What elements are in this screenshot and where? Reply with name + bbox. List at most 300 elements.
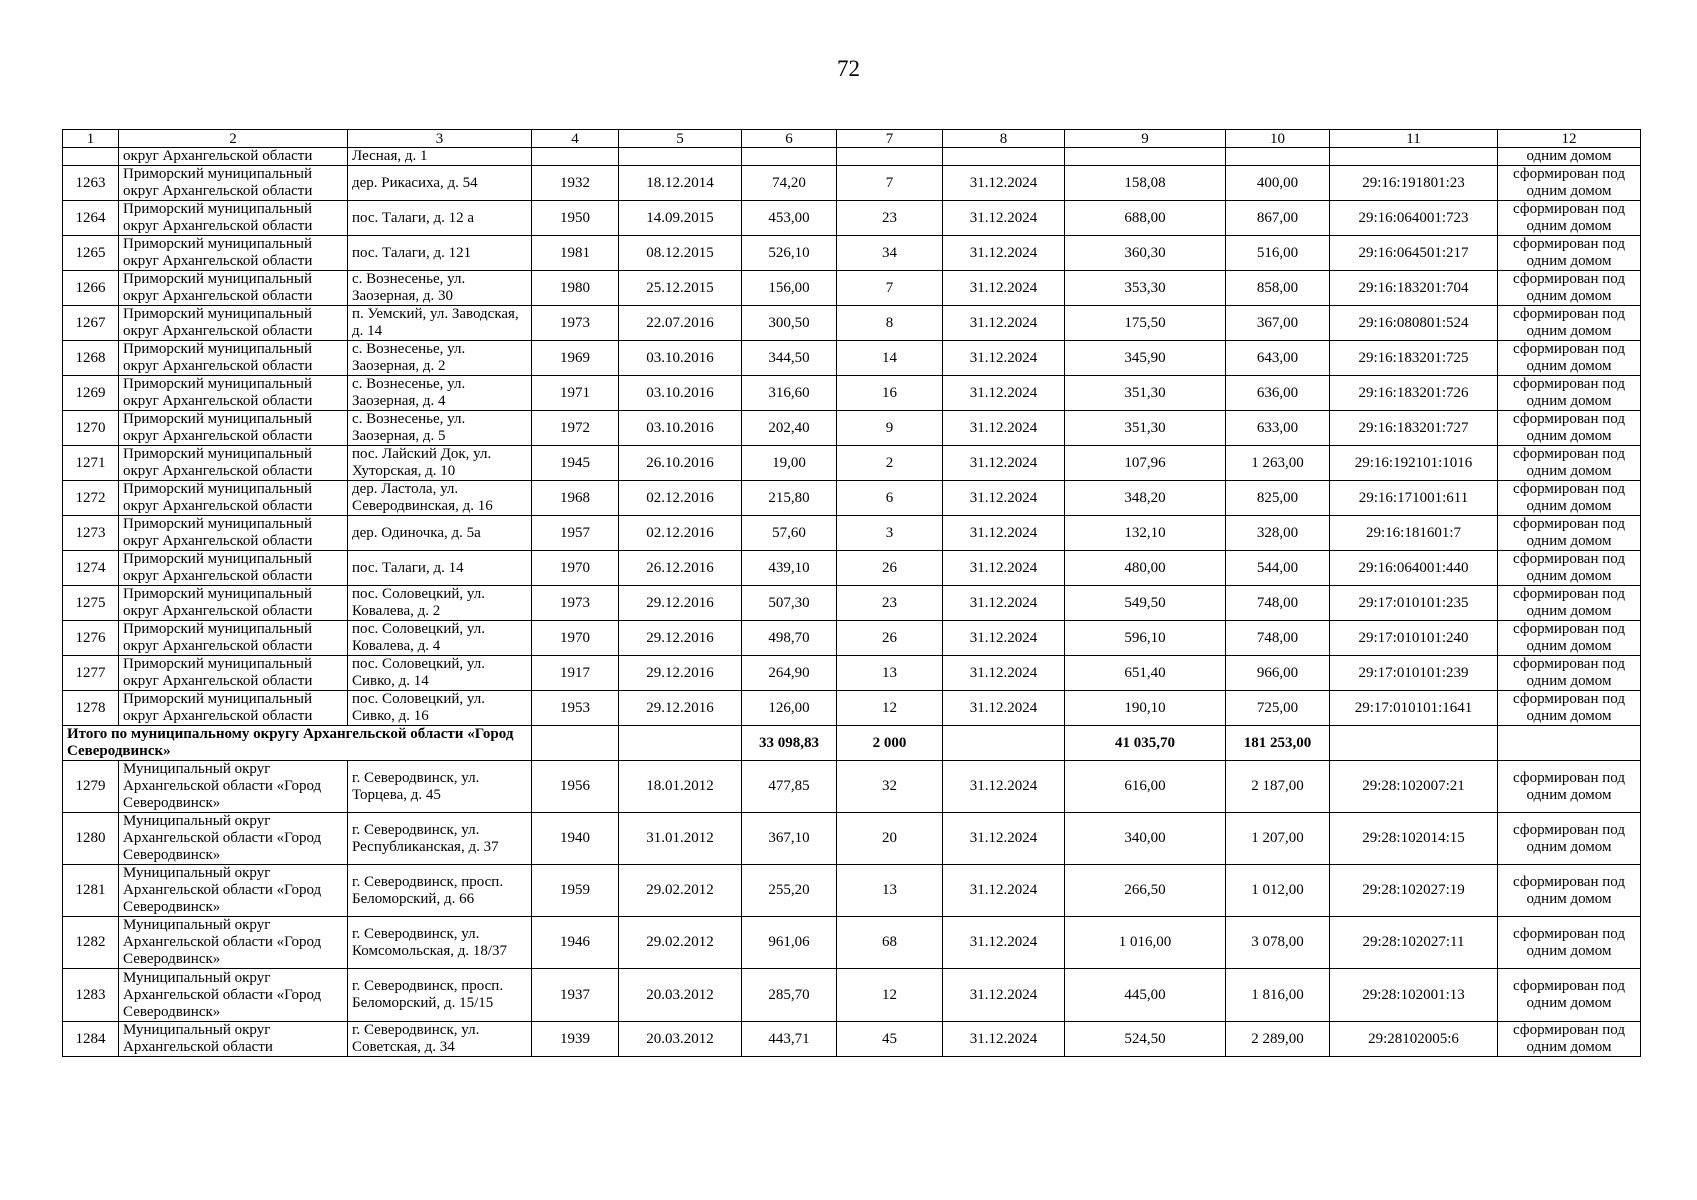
cell-municipality: Приморский муниципальный округ Архангельской области: [119, 551, 348, 586]
cell-plot-area: 825,00: [1226, 481, 1330, 516]
cell-deadline: 31.12.2024: [943, 341, 1065, 376]
housing-registry-table: [62, 129, 1641, 1057]
cell-address: г. Северодвинск, просп. Беломорский, д. 66: [348, 865, 532, 917]
cell-area: 526,10: [742, 236, 837, 271]
cell-number: 1281: [63, 865, 119, 917]
cell-date: 29.12.2016: [619, 656, 742, 691]
cell-cadastral: 29:16:171001:611: [1330, 481, 1498, 516]
cell-municipality: округ Архангельской области: [119, 148, 348, 166]
cell-empty: [1226, 148, 1330, 166]
cell-empty: [837, 148, 943, 166]
cell-municipality: Приморский муниципальный округ Архангельской области: [119, 621, 348, 656]
cell-plot-area: 867,00: [1226, 201, 1330, 236]
cell-note: сформирован под одним домом: [1498, 481, 1641, 516]
cell-address: с. Вознесенье, ул. Заозерная, д. 5: [348, 411, 532, 446]
cell-municipality: Приморский муниципальный округ Архангельской области: [119, 306, 348, 341]
cell-number: 1269: [63, 376, 119, 411]
cell-address: г. Северодвинск, ул. Торцева, д. 45: [348, 761, 532, 813]
column-number: 2: [119, 130, 348, 148]
cell-number: 1275: [63, 586, 119, 621]
cell-residents: 23: [837, 586, 943, 621]
cell-deadline: 31.12.2024: [943, 969, 1065, 1022]
cell-residents: 14: [837, 341, 943, 376]
cell-number: 1265: [63, 236, 119, 271]
cell-area: 202,40: [742, 411, 837, 446]
cell-residents: 2: [837, 446, 943, 481]
column-number: 10: [1226, 130, 1330, 148]
column-number: 7: [837, 130, 943, 148]
cell-date: 03.10.2016: [619, 341, 742, 376]
cell-empty: [742, 148, 837, 166]
cell-area: 57,60: [742, 516, 837, 551]
cell-municipality: Муниципальный округ Архангельской области «Город Северодвинск»: [119, 813, 348, 865]
cell-address: пос. Лайский Док, ул. Хуторская, д. 10: [348, 446, 532, 481]
cell-deadline: 31.12.2024: [943, 1022, 1065, 1057]
cell-land-area: 132,10: [1065, 516, 1226, 551]
cell-land-area: 616,00: [1065, 761, 1226, 813]
cell-year: 1945: [532, 446, 619, 481]
table-row: [63, 411, 1641, 446]
cell-cadastral: 29:16:181601:7: [1330, 516, 1498, 551]
cell-empty: [532, 148, 619, 166]
cell-number: 1280: [63, 813, 119, 865]
cell-deadline: 31.12.2024: [943, 691, 1065, 726]
cell-note: сформирован под одним домом: [1498, 813, 1641, 865]
cell-plot-area: 748,00: [1226, 586, 1330, 621]
cell-area: 367,10: [742, 813, 837, 865]
column-number-row: [63, 130, 1641, 148]
table-row: [63, 865, 1641, 917]
cell-empty: [532, 726, 619, 761]
column-number: 8: [943, 130, 1065, 148]
cell-municipality: Приморский муниципальный округ Архангельской области: [119, 481, 348, 516]
cell-municipality: Приморский муниципальный округ Архангельской области: [119, 236, 348, 271]
cell-year: 1970: [532, 621, 619, 656]
cell-land-area: 1 016,00: [1065, 917, 1226, 969]
cell-year: 1932: [532, 166, 619, 201]
cell-date: 14.09.2015: [619, 201, 742, 236]
cell-address: дер. Одиночка, д. 5а: [348, 516, 532, 551]
total-land-area: 41 035,70: [1065, 726, 1226, 761]
cell-area: 344,50: [742, 341, 837, 376]
cell-plot-area: 966,00: [1226, 656, 1330, 691]
cell-number: 1271: [63, 446, 119, 481]
cell-note: сформирован под одним домом: [1498, 917, 1641, 969]
table-row: [63, 621, 1641, 656]
cell-date: 20.03.2012: [619, 969, 742, 1022]
cell-deadline: 31.12.2024: [943, 271, 1065, 306]
cell-year: 1972: [532, 411, 619, 446]
cell-cadastral: 29:17:010101:1641: [1330, 691, 1498, 726]
cell-address: пос. Соловецкий, ул. Сивко, д. 14: [348, 656, 532, 691]
column-number: 11: [1330, 130, 1498, 148]
cell-address: с. Вознесенье, ул. Заозерная, д. 2: [348, 341, 532, 376]
cell-residents: 45: [837, 1022, 943, 1057]
cell-address: пос. Соловецкий, ул. Ковалева, д. 4: [348, 621, 532, 656]
cell-year: 1969: [532, 341, 619, 376]
cell-year: 1917: [532, 656, 619, 691]
cell-cadastral: 29:28:102007:21: [1330, 761, 1498, 813]
cell-note: сформирован под одним домом: [1498, 656, 1641, 691]
cell-note: сформирован под одним домом: [1498, 201, 1641, 236]
cell-deadline: 31.12.2024: [943, 166, 1065, 201]
cell-year: 1956: [532, 761, 619, 813]
table-row: [63, 691, 1641, 726]
cell-deadline: 31.12.2024: [943, 411, 1065, 446]
cell-area: 215,80: [742, 481, 837, 516]
cell-plot-area: 3 078,00: [1226, 917, 1330, 969]
cell-note: сформирован под одним домом: [1498, 586, 1641, 621]
total-label: Итого по муниципальному округу Архангельской области «Город Северодвинск»: [63, 726, 532, 761]
cell-cadastral: 29:28:102027:19: [1330, 865, 1498, 917]
cell-cadastral: 29:16:064001:440: [1330, 551, 1498, 586]
cell-date: 29.12.2016: [619, 621, 742, 656]
cell-municipality: Приморский муниципальный округ Архангельской области: [119, 691, 348, 726]
table-row: [63, 376, 1641, 411]
cell-area: 961,06: [742, 917, 837, 969]
cell-year: 1953: [532, 691, 619, 726]
cell-note: сформирован под одним домом: [1498, 865, 1641, 917]
cell-residents: 13: [837, 865, 943, 917]
cell-note: сформирован под одним домом: [1498, 271, 1641, 306]
cell-empty: [943, 148, 1065, 166]
cell-year: 1980: [532, 271, 619, 306]
cell-note: сформирован под одним домом: [1498, 1022, 1641, 1057]
cell-date: 31.01.2012: [619, 813, 742, 865]
cell-address: пос. Соловецкий, ул. Сивко, д. 16: [348, 691, 532, 726]
cell-number: 1278: [63, 691, 119, 726]
cell-plot-area: 2 289,00: [1226, 1022, 1330, 1057]
table-row: [63, 446, 1641, 481]
cell-plot-area: 367,00: [1226, 306, 1330, 341]
column-number: 3: [348, 130, 532, 148]
cell-land-area: 353,30: [1065, 271, 1226, 306]
cell-address: с. Вознесенье, ул. Заозерная, д. 30: [348, 271, 532, 306]
cell-empty: [619, 148, 742, 166]
cell-deadline: 31.12.2024: [943, 376, 1065, 411]
column-number: 12: [1498, 130, 1641, 148]
cell-deadline: 31.12.2024: [943, 481, 1065, 516]
cell-address: дер. Рикасиха, д. 54: [348, 166, 532, 201]
cell-year: 1940: [532, 813, 619, 865]
table-row: [63, 761, 1641, 813]
cell-area: 507,30: [742, 586, 837, 621]
cell-residents: 8: [837, 306, 943, 341]
cell-year: 1968: [532, 481, 619, 516]
cell-plot-area: 1 263,00: [1226, 446, 1330, 481]
cell-year: 1973: [532, 306, 619, 341]
cell-municipality: Муниципальный округ Архангельской области «Город Северодвинск»: [119, 761, 348, 813]
cell-deadline: 31.12.2024: [943, 306, 1065, 341]
table-row: [63, 341, 1641, 376]
cell-number: 1273: [63, 516, 119, 551]
cell-municipality: Приморский муниципальный округ Архангельской области: [119, 411, 348, 446]
cell-date: 02.12.2016: [619, 481, 742, 516]
cell-empty: [1065, 148, 1226, 166]
cell-number: 1282: [63, 917, 119, 969]
cell-address: г. Северодвинск, просп. Беломорский, д. 15/15: [348, 969, 532, 1022]
cell-note: сформирован под одним домом: [1498, 166, 1641, 201]
cell-note: одним домом: [1498, 148, 1641, 166]
cell-residents: 16: [837, 376, 943, 411]
cell-cadastral: 29:16:183201:727: [1330, 411, 1498, 446]
table-row: [63, 306, 1641, 341]
cell-plot-area: 858,00: [1226, 271, 1330, 306]
cell-municipality: Муниципальный округ Архангельской области «Город Северодвинск»: [119, 917, 348, 969]
cell-plot-area: 633,00: [1226, 411, 1330, 446]
cell-deadline: 31.12.2024: [943, 917, 1065, 969]
table-row: [63, 551, 1641, 586]
cell-plot-area: 643,00: [1226, 341, 1330, 376]
cell-land-area: 688,00: [1065, 201, 1226, 236]
cell-residents: 7: [837, 166, 943, 201]
cell-note: сформирован под одним домом: [1498, 516, 1641, 551]
cell-deadline: 31.12.2024: [943, 516, 1065, 551]
table-row: [63, 201, 1641, 236]
total-row: [63, 726, 1641, 761]
cell-number: 1266: [63, 271, 119, 306]
cell-municipality: Приморский муниципальный округ Архангельской области: [119, 166, 348, 201]
cell-area: 316,60: [742, 376, 837, 411]
cell-residents: 68: [837, 917, 943, 969]
cell-area: 74,20: [742, 166, 837, 201]
cell-deadline: 31.12.2024: [943, 621, 1065, 656]
cell-address: г. Северодвинск, ул. Комсомольская, д. 18/37: [348, 917, 532, 969]
cell-empty: [1498, 726, 1641, 761]
cell-address: пос. Талаги, д. 14: [348, 551, 532, 586]
cell-deadline: 31.12.2024: [943, 586, 1065, 621]
cell-date: 26.10.2016: [619, 446, 742, 481]
cell-date: 03.10.2016: [619, 411, 742, 446]
cell-date: 02.12.2016: [619, 516, 742, 551]
page-number: 72: [837, 56, 860, 81]
cell-number: 1276: [63, 621, 119, 656]
cell-note: сформирован под одним домом: [1498, 411, 1641, 446]
cell-municipality: Муниципальный округ Архангельской области «Город Северодвинск»: [119, 865, 348, 917]
cell-plot-area: 516,00: [1226, 236, 1330, 271]
cell-year: 1971: [532, 376, 619, 411]
cell-year: 1959: [532, 865, 619, 917]
cell-plot-area: 1 207,00: [1226, 813, 1330, 865]
cell-residents: 20: [837, 813, 943, 865]
cell-cadastral: 29:16:080801:524: [1330, 306, 1498, 341]
column-number: 9: [1065, 130, 1226, 148]
cell-land-area: 596,10: [1065, 621, 1226, 656]
cell-empty: [1330, 726, 1498, 761]
cell-deadline: 31.12.2024: [943, 656, 1065, 691]
cell-number: 1283: [63, 969, 119, 1022]
cell-number: 1263: [63, 166, 119, 201]
cell-land-area: 549,50: [1065, 586, 1226, 621]
total-area: 33 098,83: [742, 726, 837, 761]
cell-note: сформирован под одним домом: [1498, 691, 1641, 726]
cell-land-area: 340,00: [1065, 813, 1226, 865]
cell-deadline: 31.12.2024: [943, 865, 1065, 917]
cell-cadastral: 29:16:183201:725: [1330, 341, 1498, 376]
cell-deadline: 31.12.2024: [943, 551, 1065, 586]
cell-cadastral: 29:17:010101:240: [1330, 621, 1498, 656]
cell-municipality: Приморский муниципальный округ Архангельской области: [119, 516, 348, 551]
cell-residents: 6: [837, 481, 943, 516]
cell-note: сформирован под одним домом: [1498, 306, 1641, 341]
cell-empty: [1330, 148, 1498, 166]
cell-area: 477,85: [742, 761, 837, 813]
cell-date: 29.12.2016: [619, 691, 742, 726]
cell-municipality: Приморский муниципальный округ Архангельской области: [119, 446, 348, 481]
cell-address: пос. Талаги, д. 12 а: [348, 201, 532, 236]
cell-cadastral: 29:28:102014:15: [1330, 813, 1498, 865]
cell-area: 439,10: [742, 551, 837, 586]
cell-cadastral: 29:16:064501:217: [1330, 236, 1498, 271]
cell-cadastral: 29:16:183201:726: [1330, 376, 1498, 411]
cell-municipality: Приморский муниципальный округ Архангельской области: [119, 201, 348, 236]
cell-plot-area: 1 012,00: [1226, 865, 1330, 917]
cell-empty: [619, 726, 742, 761]
table-row: [63, 166, 1641, 201]
cell-area: 498,70: [742, 621, 837, 656]
cell-number: 1279: [63, 761, 119, 813]
cell-note: сформирован под одним домом: [1498, 551, 1641, 586]
cell-address: с. Вознесенье, ул. Заозерная, д. 4: [348, 376, 532, 411]
cell-number: 1264: [63, 201, 119, 236]
table-row: [63, 586, 1641, 621]
cell-land-area: 351,30: [1065, 411, 1226, 446]
cell-area: 453,00: [742, 201, 837, 236]
table-row: [63, 813, 1641, 865]
table-row: [63, 271, 1641, 306]
cell-note: сформирован под одним домом: [1498, 621, 1641, 656]
cell-date: 25.12.2015: [619, 271, 742, 306]
cell-note: сформирован под одним домом: [1498, 376, 1641, 411]
cell-date: 26.12.2016: [619, 551, 742, 586]
cell-plot-area: 725,00: [1226, 691, 1330, 726]
cell-plot-area: 400,00: [1226, 166, 1330, 201]
cell-land-area: 445,00: [1065, 969, 1226, 1022]
table-row: [63, 236, 1641, 271]
cell-year: 1970: [532, 551, 619, 586]
cell-note: сформирован под одним домом: [1498, 446, 1641, 481]
cell-deadline: 31.12.2024: [943, 813, 1065, 865]
cell-land-area: 524,50: [1065, 1022, 1226, 1057]
cell-deadline: 31.12.2024: [943, 446, 1065, 481]
cell-note: сформирован под одним домом: [1498, 761, 1641, 813]
cell-residents: 13: [837, 656, 943, 691]
cell-plot-area: 328,00: [1226, 516, 1330, 551]
cell-year: 1957: [532, 516, 619, 551]
cell-land-area: 158,08: [1065, 166, 1226, 201]
cell-land-area: 351,30: [1065, 376, 1226, 411]
cell-address: пос. Талаги, д. 121: [348, 236, 532, 271]
table-row: [63, 656, 1641, 691]
cell-municipality: Приморский муниципальный округ Архангельской области: [119, 341, 348, 376]
cell-residents: 34: [837, 236, 943, 271]
cell-residents: 26: [837, 551, 943, 586]
total-plot-area: 181 253,00: [1226, 726, 1330, 761]
cell-date: 29.12.2016: [619, 586, 742, 621]
cell-address: п. Уемский, ул. Заводская, д. 14: [348, 306, 532, 341]
cell-date: 22.07.2016: [619, 306, 742, 341]
cell-year: 1981: [532, 236, 619, 271]
cell-year: 1946: [532, 917, 619, 969]
cell-note: сформирован под одним домом: [1498, 969, 1641, 1022]
cell-date: 18.01.2012: [619, 761, 742, 813]
cell-deadline: 31.12.2024: [943, 761, 1065, 813]
cell-address: пос. Соловецкий, ул. Ковалева, д. 2: [348, 586, 532, 621]
cell-residents: 12: [837, 969, 943, 1022]
cell-land-area: 651,40: [1065, 656, 1226, 691]
cell-address: дер. Ластола, ул. Северодвинская, д. 16: [348, 481, 532, 516]
cell-municipality: Приморский муниципальный округ Архангельской области: [119, 376, 348, 411]
cell-plot-area: 748,00: [1226, 621, 1330, 656]
cell-cadastral: 29:17:010101:239: [1330, 656, 1498, 691]
cell-number: 1284: [63, 1022, 119, 1057]
cell-municipality: Приморский муниципальный округ Архангельской области: [119, 656, 348, 691]
cell-residents: 9: [837, 411, 943, 446]
cell-plot-area: 2 187,00: [1226, 761, 1330, 813]
table-row: [63, 1022, 1641, 1057]
cell-land-area: 266,50: [1065, 865, 1226, 917]
cell-municipality: Муниципальный округ Архангельской области «Город Северодвинск»: [119, 969, 348, 1022]
cell-cadastral: 29:17:010101:235: [1330, 586, 1498, 621]
cell-residents: 12: [837, 691, 943, 726]
cell-year: 1973: [532, 586, 619, 621]
cell-land-area: 175,50: [1065, 306, 1226, 341]
cell-municipality: Приморский муниципальный округ Архангельской области: [119, 271, 348, 306]
cell-land-area: 360,30: [1065, 236, 1226, 271]
table-body: [63, 148, 1641, 1057]
cell-cadastral: 29:16:192101:1016: [1330, 446, 1498, 481]
cell-address: г. Северодвинск, ул. Советская, д. 34: [348, 1022, 532, 1057]
total-residents: 2 000: [837, 726, 943, 761]
cell-land-area: 345,90: [1065, 341, 1226, 376]
continued-row: [63, 148, 1641, 166]
cell-residents: 32: [837, 761, 943, 813]
cell-number: 1277: [63, 656, 119, 691]
cell-number: 1272: [63, 481, 119, 516]
cell-cadastral: 29:28102005:6: [1330, 1022, 1498, 1057]
cell-year: 1937: [532, 969, 619, 1022]
cell-plot-area: 544,00: [1226, 551, 1330, 586]
cell-number: [63, 148, 119, 166]
cell-address: Лесная, д. 1: [348, 148, 532, 166]
cell-area: 156,00: [742, 271, 837, 306]
column-number: 4: [532, 130, 619, 148]
cell-date: 08.12.2015: [619, 236, 742, 271]
table-row: [63, 516, 1641, 551]
cell-year: 1950: [532, 201, 619, 236]
cell-deadline: 31.12.2024: [943, 201, 1065, 236]
cell-plot-area: 1 816,00: [1226, 969, 1330, 1022]
cell-cadastral: 29:16:064001:723: [1330, 201, 1498, 236]
cell-date: 29.02.2012: [619, 917, 742, 969]
cell-number: 1274: [63, 551, 119, 586]
cell-area: 285,70: [742, 969, 837, 1022]
cell-land-area: 480,00: [1065, 551, 1226, 586]
cell-date: 20.03.2012: [619, 1022, 742, 1057]
cell-area: 126,00: [742, 691, 837, 726]
cell-empty: [943, 726, 1065, 761]
cell-municipality: Муниципальный округ Архангельской области: [119, 1022, 348, 1057]
cell-area: 264,90: [742, 656, 837, 691]
column-number: 5: [619, 130, 742, 148]
column-number: 1: [63, 130, 119, 148]
cell-area: 255,20: [742, 865, 837, 917]
cell-date: 29.02.2012: [619, 865, 742, 917]
table-row: [63, 969, 1641, 1022]
cell-note: сформирован под одним домом: [1498, 341, 1641, 376]
cell-municipality: Приморский муниципальный округ Архангельской области: [119, 586, 348, 621]
cell-area: 443,71: [742, 1022, 837, 1057]
